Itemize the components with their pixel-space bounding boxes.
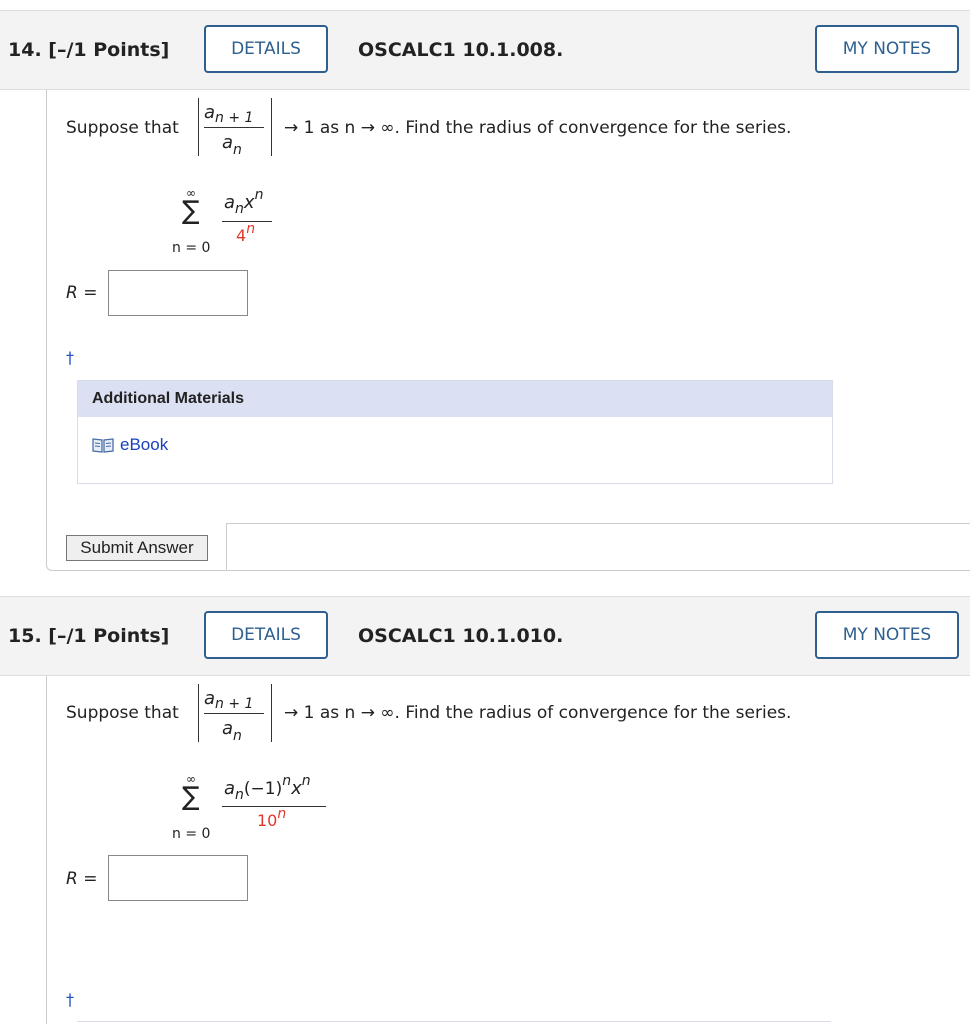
q15-dagger: † (66, 990, 74, 1009)
q14-prompt-tail: → 1 as n → ∞. Find the radius of convergence for the series. (284, 118, 792, 138)
q14-code: OSCALC1 10.1.008. (358, 39, 564, 61)
q14-answer-input[interactable] (108, 270, 248, 316)
q15-answer-input[interactable] (108, 855, 248, 901)
q14-ebook-link[interactable] (78, 417, 832, 455)
q15-body (46, 676, 970, 1024)
q15-r-label: R = (66, 869, 98, 889)
q15-ratio: an + 1 (204, 688, 254, 712)
q14-prompt-lead: Suppose that (66, 118, 179, 138)
q14-additional-materials-header: Additional Materials (78, 381, 832, 417)
q15-header (0, 596, 970, 676)
q15-title: 15. [–/1 Points] (8, 625, 170, 647)
q14-details-button[interactable]: DETAILS (204, 25, 328, 73)
q15-details-button[interactable]: DETAILS (204, 611, 328, 659)
q14-my-notes-button[interactable]: MY NOTES (815, 25, 959, 73)
q15-prompt-tail: → 1 as n → ∞. Find the radius of convergence for the series. (284, 703, 792, 723)
q15-prompt-lead: Suppose that (66, 703, 179, 723)
q14-dagger: † (66, 348, 74, 367)
q14-header (0, 10, 970, 90)
q14-ebook-label: eBook (120, 435, 169, 454)
q14-additional-materials (77, 380, 833, 484)
q15-my-notes-button[interactable]: MY NOTES (815, 611, 959, 659)
q14-body (46, 90, 970, 571)
q14-r-label: R = (66, 283, 98, 303)
q14-title: 14. [–/1 Points] (8, 39, 170, 61)
open-book-icon (92, 437, 114, 453)
q14-ratio: an + 1 (204, 102, 254, 126)
q15-code: OSCALC1 10.1.010. (358, 625, 564, 647)
q14-submit-button[interactable]: Submit Answer (66, 535, 208, 561)
